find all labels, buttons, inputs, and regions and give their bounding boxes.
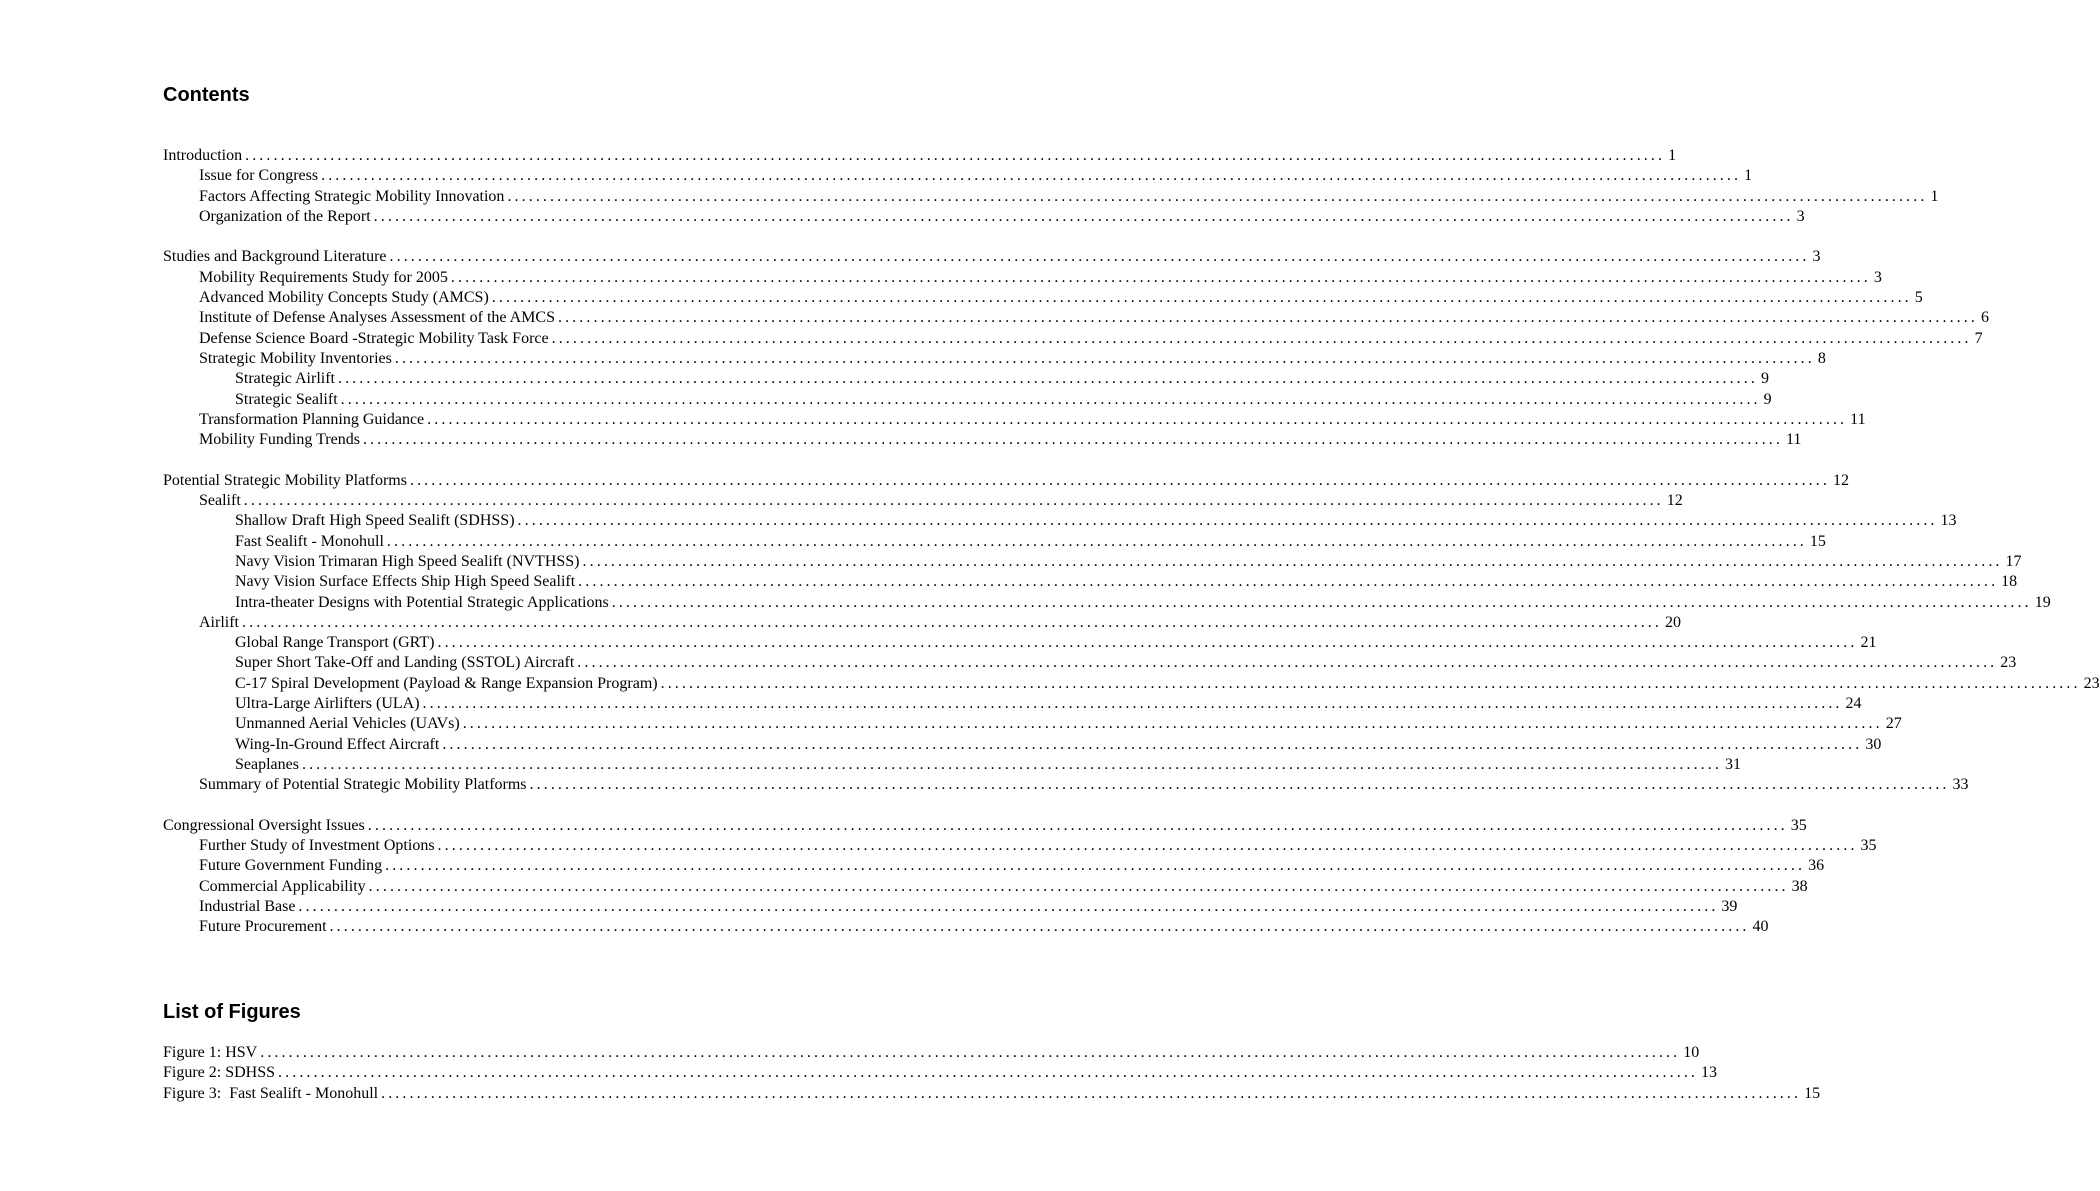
toc-entry [163,572,2018,592]
toc-entry-title: Ultra-Large Airlifters (ULA) [235,695,420,713]
toc-entry-page: 40 [1752,918,1769,936]
toc-entry-title: Defense Science Board -Strategic Mobility Task Force [199,329,549,347]
toc-entry-title: Mobility Requirements Study for 2005 [199,268,448,286]
toc-entry-title: Figure 2: SDHSS [163,1064,276,1082]
toc-entry-page: 27 [1885,715,1902,733]
dot-leader: ........................................................................................................................................................................................................ [577,654,1998,672]
dot-leader: ........................................................................................................................................................................................................ [321,167,1742,185]
dot-leader: ........................................................................................................................................................................................................ [551,329,1972,347]
dot-leader: ........................................................................................................................................................................................................ [337,370,1758,388]
toc-entry-page: 1 [1744,167,1753,185]
toc-entry-title: Seaplanes [235,755,299,773]
toc-entry [163,349,1826,369]
dot-leader: ........................................................................................................................................................................................................ [491,289,1912,307]
toc-entry [163,1084,1821,1104]
toc-entry [163,613,1681,633]
toc-entry-title: Navy Vision Surface Effects Ship High Speed Sealift [235,573,576,591]
toc-entry-page: 39 [1721,897,1738,915]
toc-entry-page: 18 [2001,573,2018,591]
toc-entry-page: 36 [1808,857,1825,875]
toc-entry-title: Figure 1: HSV [163,1044,258,1061]
toc-entry-page: 9 [1760,370,1769,388]
toc-entry-title: Future Government Funding [199,857,383,875]
toc-entry-page: 30 [1865,735,1882,753]
dot-leader: ........................................................................................................................................................................................................ [362,431,1783,449]
toc-entry-title: Commercial Applicability [199,877,366,895]
toc-entry-title: Potential Strategic Mobility Platforms [163,471,407,489]
toc-entry-page: 35 [1790,816,1807,834]
toc-entry [163,735,1882,755]
toc-entry [163,633,1877,653]
toc-entry [163,714,1902,734]
dot-leader: ........................................................................................................................................................................................................ [278,1064,1699,1082]
list-of-figures [163,1043,1821,1104]
toc-entry [163,329,1983,349]
toc-entry-page: 20 [1665,613,1681,631]
toc-entry [163,877,1808,897]
toc-entry [163,694,1862,714]
toc-entry [163,207,1805,227]
list-of-figures-heading: List of Figures [163,1001,301,1023]
toc-entry [163,166,1753,186]
dot-leader: ........................................................................................................................................................................................................ [409,471,1830,489]
toc-entry-page: 3 [1812,248,1821,266]
dot-leader: ........................................................................................................................................................................................................ [442,735,1863,753]
dot-leader: ........................................................................................................................................................................................................ [394,349,1815,367]
dot-leader: ........................................................................................................................................................................................................ [557,309,1978,327]
toc-entry-page: 11 [1785,431,1802,449]
toc-entry-title: Advanced Mobility Concepts Study (AMCS) [199,289,489,307]
toc-entry-title: Strategic Mobility Inventories [199,349,392,367]
toc-entry-title: Congressional Oversight Issues [163,816,365,834]
toc-entry [163,410,1866,430]
toc-entry-page: 10 [1683,1044,1700,1061]
toc-entry [163,369,1769,389]
toc-entry [163,816,1807,836]
toc-entry [163,755,1741,775]
toc-entry [163,491,1683,511]
section-gap [163,450,758,470]
dot-leader: ........................................................................................................................................................................................................ [529,776,1950,794]
toc-entry-title: Strategic Sealift [235,390,338,408]
toc-entry-title: Mobility Funding Trends [199,431,360,449]
toc-entry-page: 35 [1860,837,1877,855]
toc-entry-title: Transformation Planning Guidance [199,410,425,428]
toc-entry-title: C-17 Spiral Development (Payload & Range Expansion Program) [235,674,658,692]
dot-leader: ........................................................................................................................................................................................................ [298,897,1719,915]
toc-entry [163,471,1849,491]
dot-leader: ........................................................................................................................................................................................................ [437,837,1858,855]
toc-entry-title: Figure 3: Fast Sealift - Monohull [163,1084,379,1102]
dot-leader: ........................................................................................................................................................................................................ [437,634,1858,652]
toc-entry-page: 11 [1850,410,1866,428]
toc-entry-title: Future Procurement [199,918,327,936]
dot-leader: ........................................................................................................................................................................................................ [450,268,1871,286]
dot-leader: ........................................................................................................................................................................................................ [389,248,1810,266]
toc-entry-page: 8 [1817,349,1826,367]
dot-leader: ........................................................................................................................................................................................................ [367,816,1788,834]
toc-entry-title: Institute of Defense Analyses Assessment of the AMCS [199,309,555,327]
toc-entry-page: 12 [1832,471,1849,489]
dot-leader: ........................................................................................................................................................................................................ [582,552,2003,570]
toc-entry-page: 1 [1668,147,1677,164]
toc-entry [163,532,1826,552]
dot-leader: ........................................................................................................................................................................................................ [427,410,1848,428]
toc-entry-page: 7 [1974,329,1983,347]
dot-leader: ........................................................................................................................................................................................................ [260,1044,1681,1061]
dot-leader: ........................................................................................................................................................................................................ [340,390,1761,408]
toc-entry [163,268,1882,288]
toc-entry-page: 24 [1845,695,1862,713]
section-gap [163,796,758,816]
toc-entry-title: Airlift [199,613,239,631]
toc-entry-page: 13 [1701,1064,1718,1082]
dot-leader: ........................................................................................................................................................................................................ [422,695,1843,713]
toc-entry-page: 33 [1952,776,1969,794]
table-of-contents [163,146,2100,938]
dot-leader: ........................................................................................................................................................................................................ [301,755,1722,773]
dot-leader: ........................................................................................................................................................................................................ [386,532,1807,550]
contents-heading: Contents [163,84,250,106]
toc-entry [163,552,2022,572]
toc-entry [163,653,2017,673]
dot-leader: ........................................................................................................................................................................................................ [243,492,1664,510]
dot-leader: ........................................................................................................................................................................................................ [242,613,1662,631]
dot-leader: ........................................................................................................................................................................................................ [381,1084,1802,1102]
toc-entry [163,146,1677,166]
toc-entry [163,1063,1718,1083]
toc-entry-title: Organization of the Report [199,207,371,225]
section-gap [163,227,758,247]
dot-leader: ........................................................................................................................................................................................................ [660,674,2081,692]
toc-entry [163,775,1969,795]
dot-leader: ........................................................................................................................................................................................................ [373,207,1794,225]
toc-entry [163,836,1877,856]
toc-entry-title: Global Range Transport (GRT) [235,634,435,652]
toc-entry-page: 31 [1724,755,1741,773]
toc-entry-title: Shallow Draft High Speed Sealift (SDHSS) [235,512,515,530]
dot-leader: ........................................................................................................................................................................................................ [611,593,2032,611]
toc-entry-page: 3 [1796,207,1805,225]
toc-entry-title: Fast Sealift - Monohull [235,532,384,550]
toc-entry-page: 17 [2005,552,2022,570]
toc-entry [163,430,1802,450]
dot-leader: ........................................................................................................................................................................................................ [329,918,1750,936]
toc-entry-title: Sealift [199,492,241,510]
toc-entry-page: 15 [1804,1084,1821,1102]
toc-entry-title: Navy Vision Trimaran High Speed Sealift (NVTHSS) [235,552,580,570]
toc-entry [163,593,2051,613]
toc-entry-page: 3 [1873,268,1882,286]
toc-entry-title: Summary of Potential Strategic Mobility Platforms [199,776,527,794]
toc-entry-page: 9 [1763,390,1772,408]
toc-entry-page: 21 [1860,634,1877,652]
dot-leader: ........................................................................................................................................................................................................ [368,877,1789,895]
toc-entry-page: 19 [2034,593,2051,611]
toc-entry-page: 13 [1940,512,1957,530]
toc-entry-page: 6 [1980,309,1989,327]
toc-entry [163,288,1923,308]
dot-leader: ........................................................................................................................................................................................................ [578,573,1999,591]
toc-entry [163,390,1772,410]
dot-leader: ........................................................................................................................................................................................................ [462,715,1883,733]
toc-entry [163,856,1825,876]
toc-entry [163,897,1738,917]
toc-entry-page: 5 [1914,289,1923,307]
toc-entry [163,674,2100,694]
toc-entry-title: Strategic Airlift [235,370,335,388]
toc-entry-title: Studies and Background Literature [163,248,387,266]
toc-entry-page: 12 [1666,492,1683,510]
toc-entry-title: Intra-theater Designs with Potential Strategic Applications [235,593,609,611]
toc-entry-page: 23 [2083,674,2100,692]
toc-entry-title: Further Study of Investment Options [199,837,435,855]
toc-entry [163,187,1939,207]
toc-entry-page: 15 [1809,532,1826,550]
dot-leader: ........................................................................................................................................................................................................ [507,187,1928,205]
dot-leader: ........................................................................................................................................................................................................ [385,857,1806,875]
toc-entry-page: 1 [1930,187,1939,205]
toc-entry-page: 38 [1791,877,1808,895]
toc-entry [163,511,1957,531]
toc-entry-title: Issue for Congress [199,167,319,185]
toc-entry-title: Introduction [163,147,243,164]
dot-leader: ........................................................................................................................................................................................................ [517,512,1938,530]
toc-entry-title: Wing-In-Ground Effect Aircraft [235,735,440,753]
toc-entry-title: Unmanned Aerial Vehicles (UAVs) [235,715,460,733]
dot-leader: ........................................................................................................................................................................................................ [245,147,1666,164]
toc-entry-page: 23 [2000,654,2017,672]
toc-entry [163,917,1769,937]
toc-entry [163,247,1821,267]
toc-entry-title: Factors Affecting Strategic Mobility Innovation [199,187,505,205]
toc-entry-title: Industrial Base [199,897,296,915]
toc-entry [163,308,1989,328]
toc-entry-title: Super Short Take-Off and Landing (SSTOL) Aircraft [235,654,575,672]
toc-entry [163,1043,1700,1063]
